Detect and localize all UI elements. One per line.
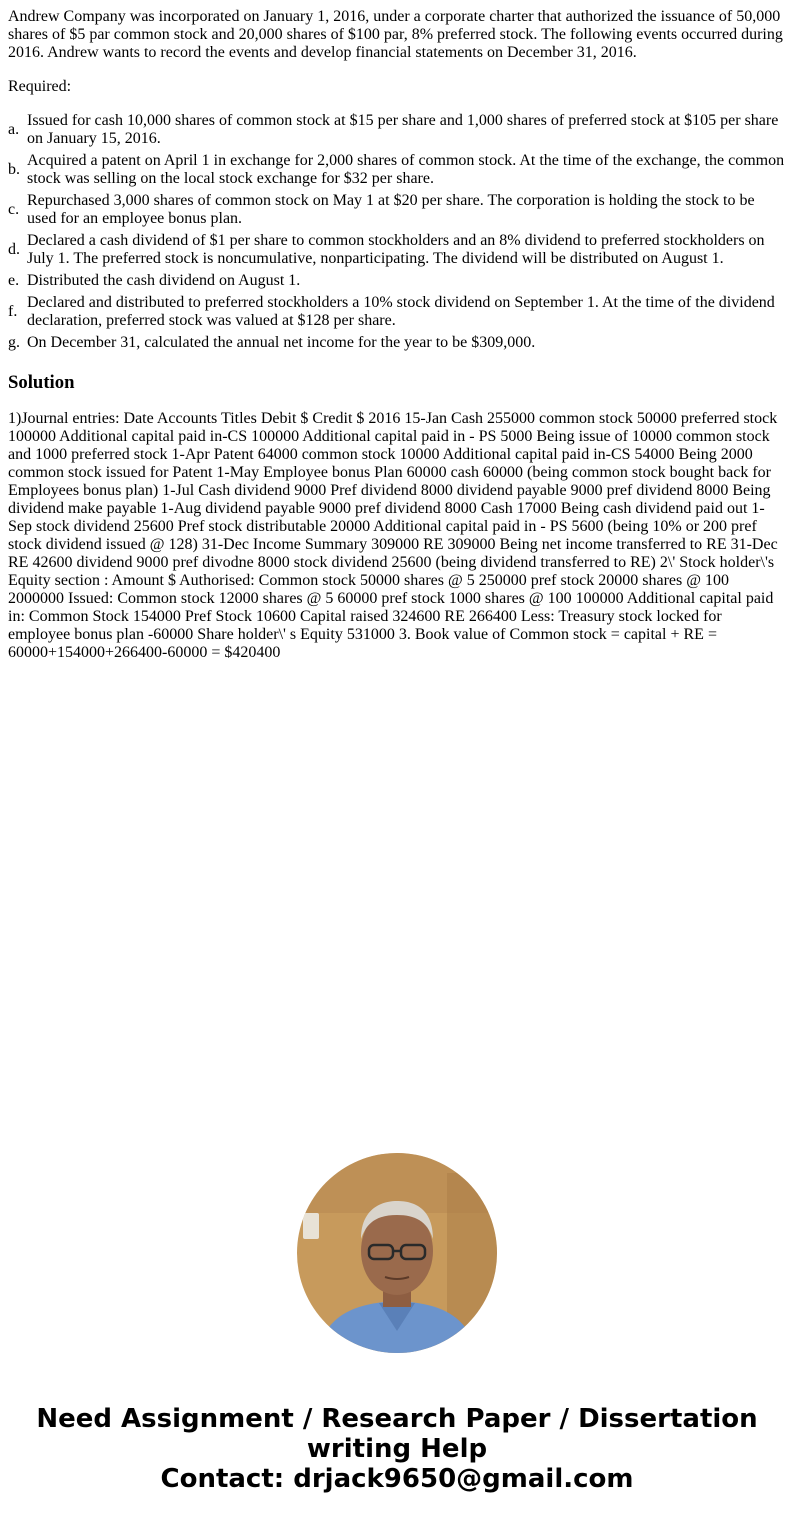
author-portrait-image [297,1153,497,1353]
list-item [8,334,786,352]
requirements-list [8,112,786,352]
list-item-text: Acquired a patent on April 1 in exchange for 2,000 shares of common stock. At the time of the exchange, the common stock was selling on the local stock exchange for $32 per share. [27,152,785,187]
list-marker: d. [8,241,20,258]
list-item [8,152,786,188]
promo-contact[interactable]: Contact: drjack9650@gmail.com [160,1464,634,1494]
list-marker: a. [8,121,20,138]
list-item [8,192,786,228]
list-item-text: Issued for cash 10,000 shares of common stock at $15 per share and 1,000 shares of preferred stock at $105 per share on January 15, 2016. [27,112,779,147]
problem-intro: Andrew Company was incorporated on January 1, 2016, under a corporate charter that authorized the issuance of 50,000 shares of $5 par common stock and 20,000 shares of $100 par, 8% preferred stock. The following events occurred during 2016. Andrew wants to record the events and develop financial statements on December 31, 2016. [8,8,783,61]
list-item [8,272,786,290]
list-item-text: Repurchased 3,000 shares of common stock on May 1 at $20 per share. The corporation is holding the stock to be used for an employee bonus plan. [27,192,755,227]
document-body [8,8,786,662]
promo-banner [0,1404,794,1494]
list-item [8,112,786,148]
solution-text: 1)Journal entries: Date Accounts Titles Debit $ Credit $ 2016 15-Jan Cash 255000 common stock 50000 preferred stock 100000 Additional capital paid in-CS 100000 Additional capital paid in - PS 5000 Being issue of 10000 common stock and 1000 preferred stock 1-Apr Patent 64000 common stock 10000 Additional capital paid in-CS 54000 Being 2000 common stock issued for Patent 1-May Employee bonus Plan 60000 cash 60000 (being common stock bought back for Employees bonus plan) 1-Jul Cash dividend 9000 Pref dividend 8000 dividend payable 9000 pref dividend 8000 Being dividend make payable 1-Aug dividend payable 9000 pref dividend 8000 Cash 17000 Being cash dividend paid out 1-Sep stock dividend 25600 Pref stock distributable 20000 Additional capital paid in - PS 5600 (being 10% or 200 pref stock dividend issued @ 128) 31-Dec Income Summary 309000 RE 309000 Being net income transferred to RE 31-Dec RE 42600 dividend 9000 pref divodne 8000 stock dividend 25600 (being dividend transferred to RE) 2\' Stock holder\'s Equity section : Amount $ Authorised: Common stock 50000 shares @ 5 250000 pref stock 20000 shares @ 100 2000000 Issued: Common stock 12000 shares @ 5 60000 pref stock 1000 shares @ 100 100000 Additional capital paid in: Common Stock 154000 Pref Stock 10600 Capital raised 324600 RE 266400 Less: Treasury stock locked for employee bonus plan -60000 Share holder\' s Equity 531000 3. Book value of Common stock = capital + RE = 60000+154000+266400-60000 = $420400 [8,410,778,661]
list-item-text: Distributed the cash dividend on August 1. [27,272,301,289]
list-item-text: Declared and distributed to preferred stockholders a 10% stock dividend on September 1. At the time of the dividend declaration, preferred stock was valued at $128 per share. [27,294,775,329]
list-marker: f. [8,303,18,320]
solution-heading: Solution [8,372,75,393]
list-marker: c. [8,201,20,218]
promo-line-1: Need Assignment / Research Paper / Dissertation [36,1404,758,1434]
promo-line-2: writing Help [306,1434,488,1464]
list-marker: g. [8,334,20,351]
author-avatar [297,1153,497,1353]
list-item-text: On December 31, calculated the annual net income for the year to be $309,000. [27,334,536,351]
list-marker: e. [8,272,20,289]
list-marker: b. [8,161,20,178]
required-label: Required: [8,78,72,95]
list-item [8,294,786,330]
list-item [8,232,786,268]
list-item-text: Declared a cash dividend of $1 per share to common stockholders and an 8% dividend to preferred stockholders on July 1. The preferred stock is noncumulative, nonparticipating. The dividend will be distributed on August 1. [27,232,765,267]
